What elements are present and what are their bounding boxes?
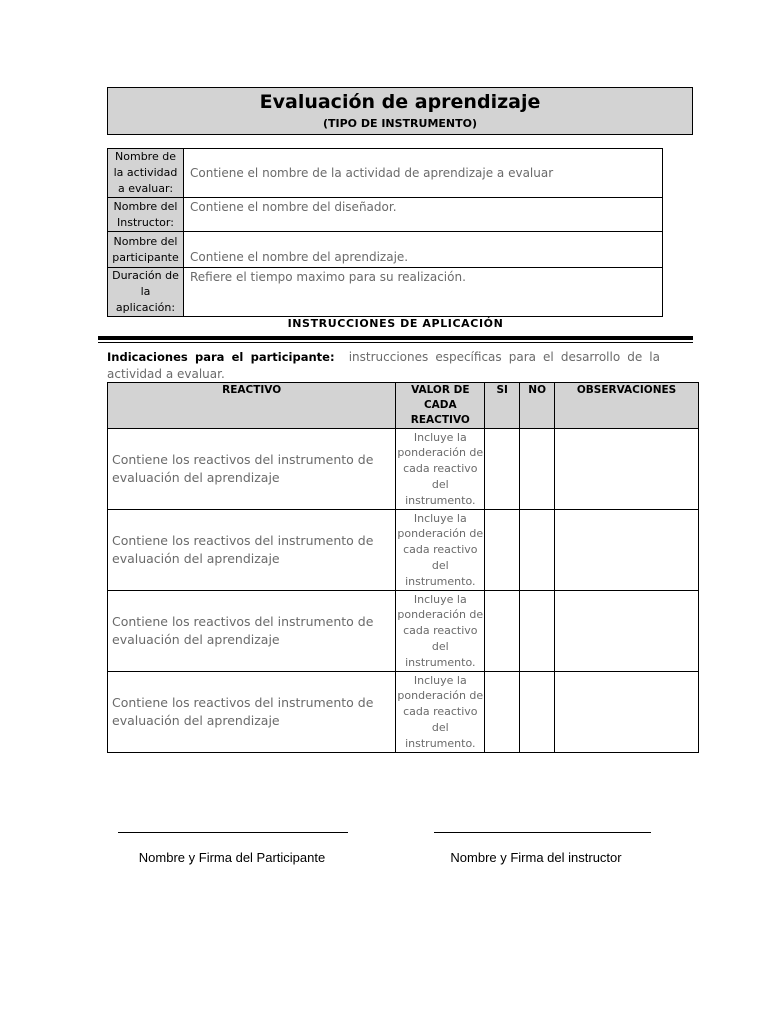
info-label: Nombre de la actividad a evaluar: — [108, 149, 184, 198]
info-row — [108, 149, 663, 198]
info-value: Contiene el nombre de la actividad de aprendizaje a evaluar — [184, 149, 663, 198]
section-divider — [98, 336, 693, 340]
column-header: SI — [485, 383, 520, 429]
si-cell[interactable] — [485, 510, 520, 591]
instructor-signature-label: Nombre y Firma del instructor — [450, 850, 622, 865]
reactivo-cell: Contiene los reactivos del instrumento de evaluación del aprendizaje — [108, 672, 396, 753]
info-label: Nombre del participante — [108, 232, 184, 268]
info-value: Contiene el nombre del diseñador. — [184, 198, 663, 232]
table-row — [108, 510, 699, 591]
column-header: VALOR DE CADA REACTIVO — [396, 383, 485, 429]
info-row — [108, 268, 663, 317]
info-row — [108, 198, 663, 232]
observaciones-cell[interactable] — [555, 672, 699, 753]
info-label: Nombre del Instructor: — [108, 198, 184, 232]
no-cell[interactable] — [520, 591, 555, 672]
table-row — [108, 672, 699, 753]
table-row — [108, 429, 699, 510]
info-table — [107, 148, 663, 317]
valor-cell: Incluye la ponderación de cada reactivo del instrumento. — [396, 429, 485, 510]
si-cell[interactable] — [485, 672, 520, 753]
no-cell[interactable] — [520, 510, 555, 591]
info-label: Duración de la aplicación: — [108, 268, 184, 317]
table-row — [108, 591, 699, 672]
document-title: Evaluación de aprendizaje — [259, 91, 541, 113]
valor-cell: Incluye la ponderación de cada reactivo del instrumento. — [396, 672, 485, 753]
no-cell[interactable] — [520, 429, 555, 510]
info-value: Contiene el nombre del aprendizaje. — [184, 232, 663, 268]
observaciones-cell[interactable] — [555, 510, 699, 591]
observaciones-cell[interactable] — [555, 429, 699, 510]
reactivo-cell: Contiene los reactivos del instrumento de evaluación del aprendizaje — [108, 510, 396, 591]
info-row — [108, 232, 663, 268]
evaluation-table — [107, 382, 699, 753]
valor-cell: Incluye la ponderación de cada reactivo del instrumento. — [396, 591, 485, 672]
column-header: OBSERVACIONES — [555, 383, 699, 429]
document-subtitle: (TIPO DE INSTRUMENTO) — [322, 117, 478, 130]
section-divider-thin — [98, 342, 693, 343]
title-box — [107, 87, 693, 135]
column-header: REACTIVO — [108, 383, 396, 429]
indications-label: Indicaciones para el participante — [107, 350, 330, 364]
section-title: INSTRUCCIONES DE APLICACIÓN — [287, 317, 504, 330]
si-cell[interactable] — [485, 429, 520, 510]
instructor-signature-line[interactable] — [434, 832, 651, 833]
reactivo-cell: Contiene los reactivos del instrumento de evaluación del aprendizaje — [108, 591, 396, 672]
indications-text: instrucciones específicas para el desarrollo de la actividad a evaluar. — [107, 350, 660, 381]
si-cell[interactable] — [485, 591, 520, 672]
participant-signature-line[interactable] — [118, 832, 348, 833]
no-cell[interactable] — [520, 672, 555, 753]
participant-signature-label: Nombre y Firma del Participante — [138, 850, 326, 865]
valor-cell: Incluye la ponderación de cada reactivo del instrumento. — [396, 510, 485, 591]
column-header: NO — [520, 383, 555, 429]
observaciones-cell[interactable] — [555, 591, 699, 672]
reactivo-cell: Contiene los reactivos del instrumento de evaluación del aprendizaje — [108, 429, 396, 510]
info-value: Refiere el tiempo maximo para su realización. — [184, 268, 663, 317]
table-header-row — [108, 383, 699, 429]
indications: Indicaciones para el participante: instrucciones específicas para el desarrollo de la actividad a evaluar. — [107, 350, 660, 381]
